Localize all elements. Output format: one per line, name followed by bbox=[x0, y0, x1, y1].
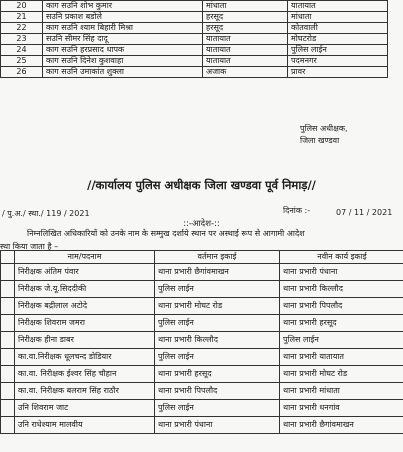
name-header: नाम/पदनाम bbox=[15, 251, 155, 264]
order-heading: ::-आदेश-:: bbox=[183, 219, 220, 229]
table-row bbox=[1, 332, 403, 349]
current-unit: पुलिस लाईन bbox=[155, 400, 280, 417]
table-row bbox=[1, 383, 403, 400]
table-row bbox=[1, 349, 403, 366]
to-unit: प्रावर bbox=[288, 67, 388, 78]
transfer-table-main bbox=[0, 250, 403, 434]
office-title: //कार्यालय पुलिस अधीक्षक जिला खण्डवा पूर्व निमाड़// bbox=[87, 178, 316, 192]
signature-block bbox=[300, 123, 348, 147]
officer-name: काग सउनि हरप्रसाद धापक bbox=[43, 45, 203, 56]
table-row bbox=[1, 23, 388, 34]
from-unit: यातायात bbox=[203, 45, 288, 56]
new-unit-header: नवीन कार्य इकाई bbox=[280, 251, 403, 264]
table-row bbox=[1, 1, 388, 12]
current-unit: पुलिस लाईन bbox=[155, 349, 280, 366]
serial-header bbox=[1, 251, 15, 264]
serial-cell bbox=[1, 349, 15, 366]
table-row bbox=[1, 67, 388, 78]
officer-name: निरीक्षक बद्रीलाल अटोदे bbox=[15, 298, 155, 315]
signature-district: जिला खण्डवा bbox=[300, 136, 340, 145]
to-unit: कोतवाली bbox=[288, 23, 388, 34]
officer-name: का.वा.निरीक्षक धूलचन्द डोडियार bbox=[15, 349, 155, 366]
row-number: 23 bbox=[1, 34, 43, 45]
order-text-line1: निम्नलिखित अधिकारियों को उनके नाम के सम्मुख दर्शाये स्थान पर अस्थाई रूप से आगामी आदेश bbox=[27, 229, 305, 238]
serial-cell bbox=[1, 383, 15, 400]
to-unit: पदमनगर bbox=[288, 56, 388, 67]
table-row bbox=[1, 400, 403, 417]
officer-name: काग सउनि दिनेश कुशवाहा bbox=[43, 56, 203, 67]
officer-name: का.वा. निरीक्षक बलराम सिंह राठौर bbox=[15, 383, 155, 400]
current-unit: थाना प्रभारी पिपलौद bbox=[155, 383, 280, 400]
officer-name: उनि राधेश्याम मालवीय bbox=[15, 417, 155, 434]
from-unit: अजाक bbox=[203, 67, 288, 78]
serial-cell bbox=[1, 298, 15, 315]
to-unit: यातायात bbox=[288, 1, 388, 12]
new-unit: थाना प्रभारी छैगांवमाखन bbox=[280, 417, 403, 434]
new-unit: पुलिस लाईन bbox=[280, 332, 403, 349]
from-unit: यातायात bbox=[203, 56, 288, 67]
new-unit: थाना प्रभारी पिपलौद bbox=[280, 298, 403, 315]
officer-name: काग सउनि श्याम बिहारी मिश्रा bbox=[43, 23, 203, 34]
officer-name: सउनि सीमर सिंह दादू bbox=[43, 34, 203, 45]
table-row bbox=[1, 56, 388, 67]
serial-cell bbox=[1, 366, 15, 383]
serial-cell bbox=[1, 400, 15, 417]
row-number: 22 bbox=[1, 23, 43, 34]
from-unit: हरसूद bbox=[203, 12, 288, 23]
serial-cell bbox=[1, 315, 15, 332]
table-row bbox=[1, 315, 403, 332]
current-unit: थाना प्रभारी छैगांवमाखन bbox=[155, 264, 280, 281]
row-number: 25 bbox=[1, 56, 43, 67]
current-unit: पुलिस लाईन bbox=[155, 281, 280, 298]
new-unit: थाना प्रभारी पंधाना bbox=[280, 264, 403, 281]
new-unit: थाना प्रभारी हरसूद bbox=[280, 315, 403, 332]
officer-name: का.वा. निरीक्षक ईश्वर सिंह चौहान bbox=[15, 366, 155, 383]
to-unit: पुलिस लाईन bbox=[288, 45, 388, 56]
officer-name: निरीक्षक अंतिम पंवार bbox=[15, 264, 155, 281]
transfer-table-top bbox=[0, 0, 388, 78]
from-unit: यातायात bbox=[203, 34, 288, 45]
new-unit: थाना प्रभारी मांधाता bbox=[280, 383, 403, 400]
row-number: 21 bbox=[1, 12, 43, 23]
officer-name: काग सउनि शोभ कुमार bbox=[43, 1, 203, 12]
current-unit: थाना प्रभारी हरसूद bbox=[155, 366, 280, 383]
new-unit: थाना प्रभारी यातायात bbox=[280, 349, 403, 366]
date-label: दिनांक :- bbox=[283, 206, 311, 215]
to-unit: मोघटरोड bbox=[288, 34, 388, 45]
officer-name: काग सउनि उमाकांत शुक्ला bbox=[43, 67, 203, 78]
officer-name: निरीक्षक शिवराम जमरा bbox=[15, 315, 155, 332]
table-row bbox=[1, 417, 403, 434]
from-unit: मांधाता bbox=[203, 1, 288, 12]
table-row bbox=[1, 298, 403, 315]
serial-cell bbox=[1, 417, 15, 434]
current-unit: पुलिस लाईन bbox=[155, 315, 280, 332]
table-row bbox=[1, 366, 403, 383]
new-unit: थाना प्रभारी किल्लौद bbox=[280, 281, 403, 298]
officer-name: निरीक्षक हीना डाबर bbox=[15, 332, 155, 349]
serial-cell bbox=[1, 281, 15, 298]
to-unit: मांधाता bbox=[288, 12, 388, 23]
serial-cell bbox=[1, 332, 15, 349]
current-unit: थाना प्रभारी पंधाना bbox=[155, 417, 280, 434]
table-row bbox=[1, 281, 403, 298]
officer-name: निरीक्षक जे.यू.सिददीकी bbox=[15, 281, 155, 298]
from-unit: हरसूद bbox=[203, 23, 288, 34]
signature-designation: पुलिस अधीक्षक, bbox=[300, 124, 348, 133]
row-number: 20 bbox=[1, 1, 43, 12]
officer-name: उनि शिवराम जाट bbox=[15, 400, 155, 417]
reference-number: / पु.अ./ स्था./ 119 / 2021 bbox=[2, 209, 90, 218]
table-row bbox=[1, 12, 388, 23]
table-row bbox=[1, 34, 388, 45]
officer-name: सउनि प्रकाश बडोले bbox=[43, 12, 203, 23]
row-number: 26 bbox=[1, 67, 43, 78]
current-unit: थाना प्रभारी मोघट रोड bbox=[155, 298, 280, 315]
current-unit: थाना प्रभारी किल्लौद bbox=[155, 332, 280, 349]
table-header-row bbox=[1, 251, 403, 264]
row-number: 24 bbox=[1, 45, 43, 56]
table-row bbox=[1, 45, 388, 56]
serial-cell bbox=[1, 264, 15, 281]
table-row bbox=[1, 264, 403, 281]
order-text-line2: स्था किया जाता है – bbox=[0, 242, 59, 251]
new-unit: थाना प्रभारी धनगांव bbox=[280, 400, 403, 417]
new-unit: थाना प्रभारी मोघट रोड bbox=[280, 366, 403, 383]
date-value: 07 / 11 / 2021 bbox=[336, 208, 393, 217]
current-unit-header: वर्तमान इकाई bbox=[155, 251, 280, 264]
